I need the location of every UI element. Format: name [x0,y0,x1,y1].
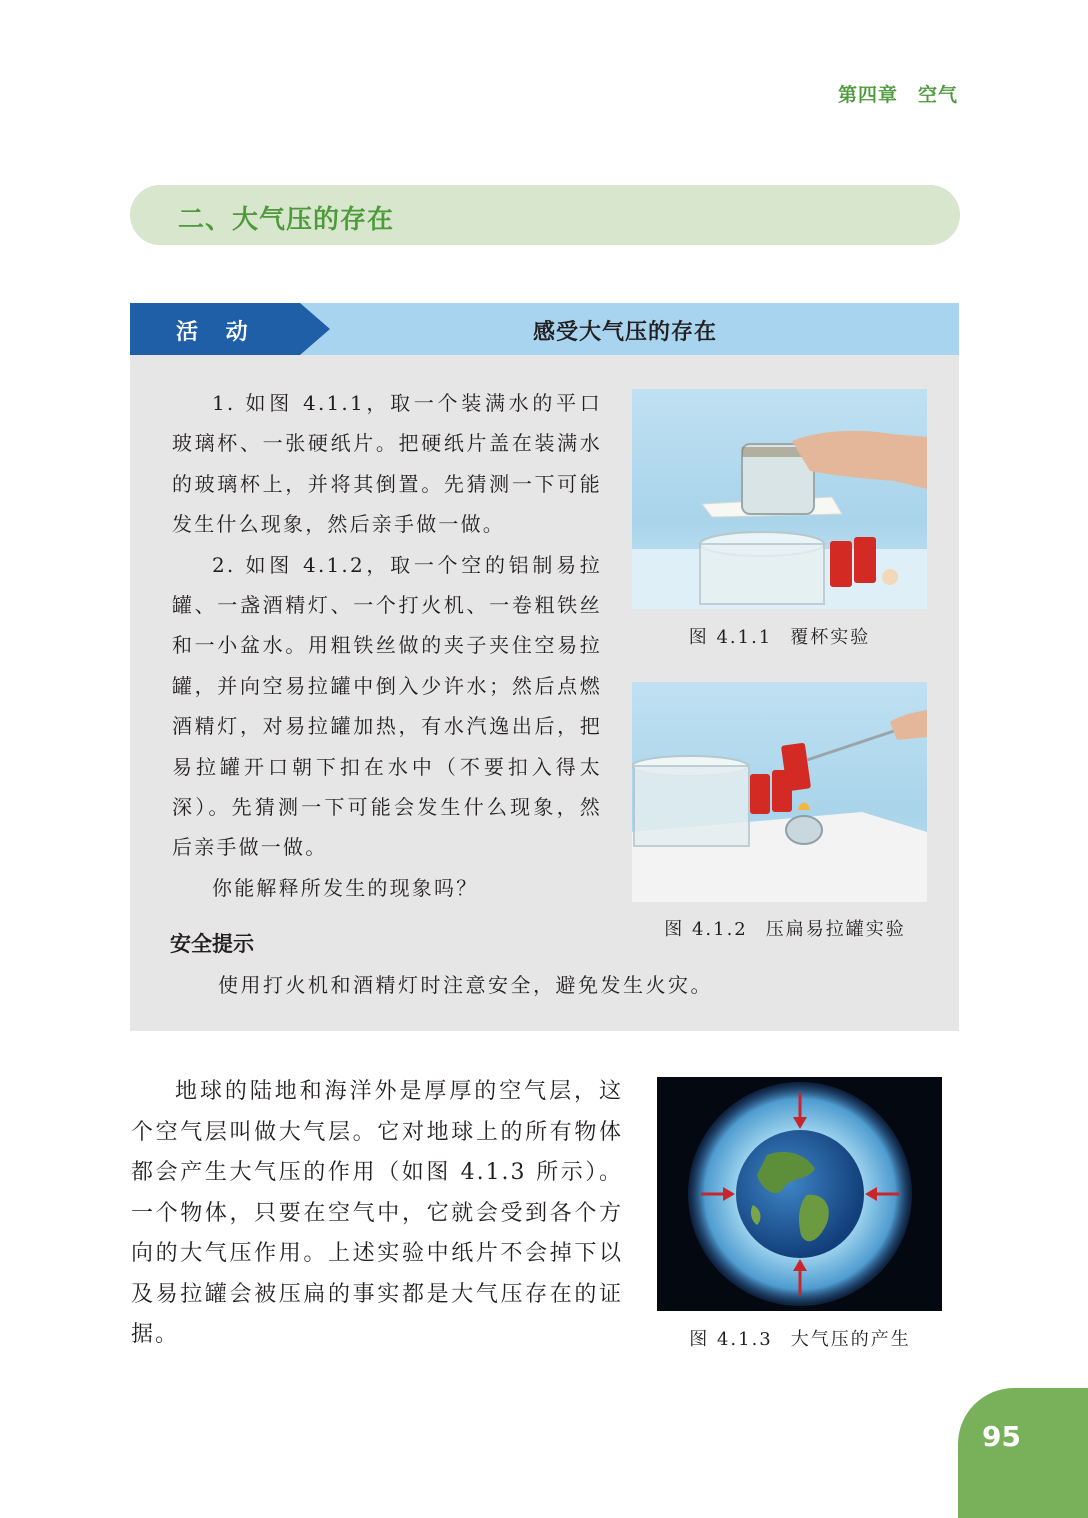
activity-header-bar [130,303,959,355]
figure-number: 图 4.1.3 [689,1329,773,1350]
page-number: 95 [982,1420,1021,1453]
section-title: 二、大气压的存在 [178,205,395,235]
figure-4-1-1-caption [632,623,927,649]
activity-step-2: 2. 如图 4.1.2，取一个空的铝制易拉罐、一盏酒精灯、一个打火机、一卷粗铁丝和一小盆水。用粗铁丝做的夹子夹住空易拉罐，并向空易拉罐中倒入少许水；然后点燃酒精灯，对易拉罐加热，有水汽逸出后，把易拉罐开口朝下扣在水中（不要扣入得太深）。先猜测一下可能会发生什么现象，然后亲手做一做。 [172,552,602,860]
figure-4-1-3-photo [657,1077,942,1311]
figure-title: 大气压的产生 [790,1329,911,1350]
figure-4-1-2-caption [645,915,925,941]
body-text [131,1072,623,1356]
figure-number: 图 4.1.1 [688,627,773,648]
activity-question: 你能解释所发生的现象吗？ [212,875,479,900]
section-banner [130,185,960,245]
activity-title: 感受大气压的存在 [532,320,717,345]
activity-step-1: 1. 如图 4.1.1，取一个装满水的平口玻璃杯、一张硬纸片。把硬纸片盖在装满水的玻璃杯上，并将其倒置。先猜测一下可能发生什么现象，然后亲手做一做。 [172,391,602,537]
figure-4-1-2-photo [632,682,927,902]
body-paragraph: 地球的陆地和海洋外是厚厚的空气层，这个空气层叫做大气层。它对地球上的所有物体都会产生大气压的作用（如图 4.1.3 所示）。一个物体，只要在空气中，它就会受到各个方向的大气压作用。上述实验中纸片不会掉下以及易拉罐会被压扁的事实都是大气压存在的证据。 [131,1079,623,1347]
activity-label: 活 动 [176,320,258,345]
activity-instructions [172,383,602,908]
activity-box [130,303,959,1031]
figure-title: 覆杯实验 [790,627,871,648]
can-experiment-illustration [632,682,927,902]
activity-tag [130,303,300,355]
safety-title: 安全提示 [170,932,254,956]
earth-atmosphere-illustration [657,1077,942,1311]
page-number-tab [958,1388,1088,1518]
cup-experiment-illustration [632,389,927,609]
figure-number: 图 4.1.2 [664,919,748,940]
figure-4-1-1-photo [632,389,927,609]
figure-4-1-3-caption [660,1325,940,1351]
figure-title: 压扁易拉罐实验 [765,919,906,940]
activity-arrow-shape [300,303,330,355]
safety-text: 使用打火机和酒精灯时注意安全，避免发生火灾。 [218,973,713,997]
chapter-header: 第四章 空气 [837,84,958,106]
